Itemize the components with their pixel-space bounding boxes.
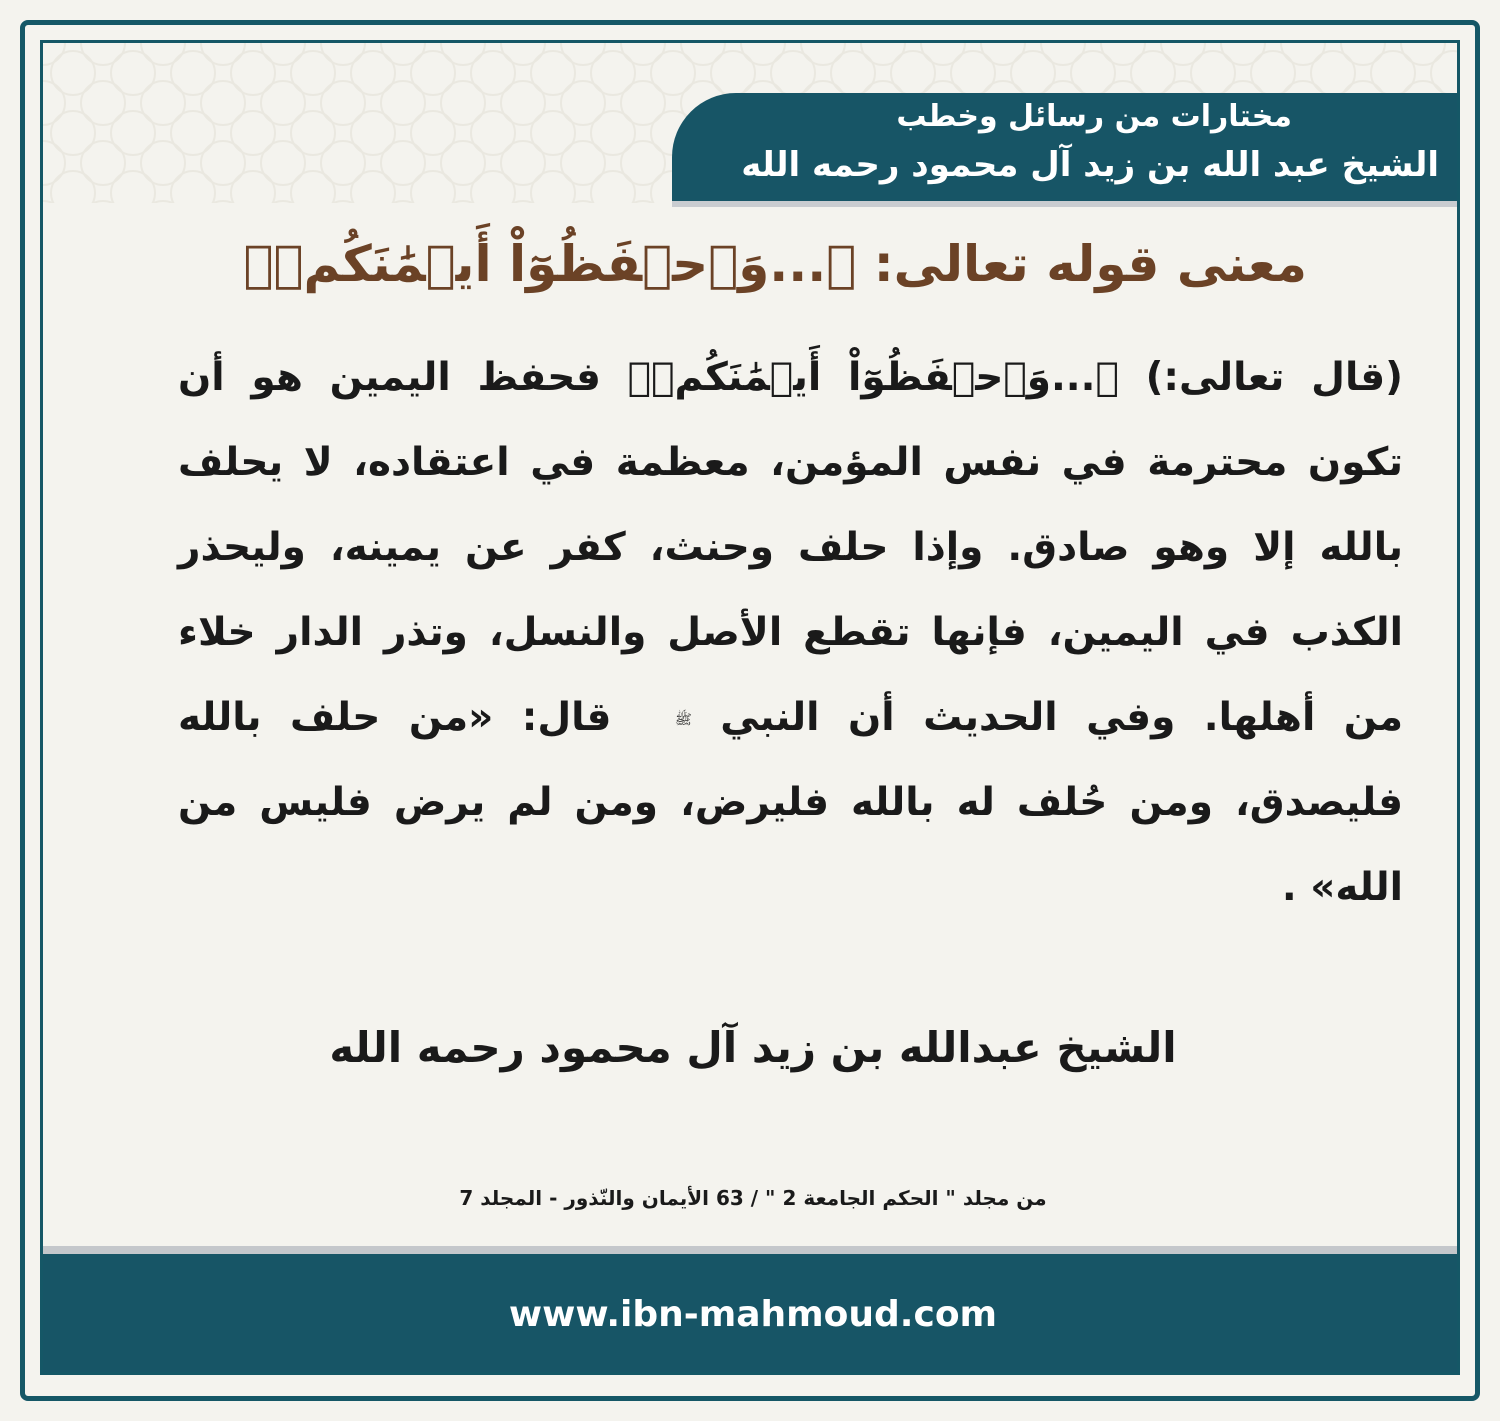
card xyxy=(40,40,1460,1375)
header-subtitle: مختارات من رسائل وخطب xyxy=(896,99,1292,134)
source-citation: من مجلد " الحكم الجامعة 2 " / 63 الأيمان والنّذور - المجلد 7 xyxy=(459,1186,1047,1210)
title-prefix: معنى قوله تعالى: xyxy=(856,235,1307,293)
page-title xyxy=(243,235,1307,293)
body-intro: (قال تعالى:) xyxy=(1118,355,1403,400)
footer-divider xyxy=(43,1246,1460,1254)
body-hadith: قال: «من حلف بالله فليصدق، ومن حُلف له بالله فليرض، ومن لم يرض فليس من الله» . xyxy=(178,695,1403,910)
body-quran-verse: ﴿...وَٱحۡفَظُوٓاْ أَيۡمَٰنَكُمۡ﴾ xyxy=(627,355,1119,400)
author-signature: الشيخ عبدالله بن زيد آل محمود رحمه الله xyxy=(329,1023,1177,1072)
header-author: الشيخ عبد الله بن زيد آل محمود رحمه الله xyxy=(741,145,1439,185)
title-quran-verse: ﴿...وَٱحۡفَظُوٓاْ أَيۡمَٰنَكُمۡ﴾ xyxy=(243,235,857,293)
website-link[interactable]: www.ibn-mahmoud.com xyxy=(508,1294,998,1335)
body-text-main: فحفظ اليمين هو أن تكون محترمة في نفس المؤمن، معظمة في اعتقاده، لا يحلف بالله إلا وهو صادق. وإذا حلف وحنث، كفر عن يمينه، وليحذر الكذب في اليمين، فإنها تقطع الأصل والنسل، وتذر الدار خلاء من أهلها. وفي الحديث أن النبي xyxy=(178,355,1403,740)
pbuh-symbol: ﷺ xyxy=(674,711,692,728)
footer-band xyxy=(43,1254,1460,1375)
article-body xyxy=(178,335,1403,930)
